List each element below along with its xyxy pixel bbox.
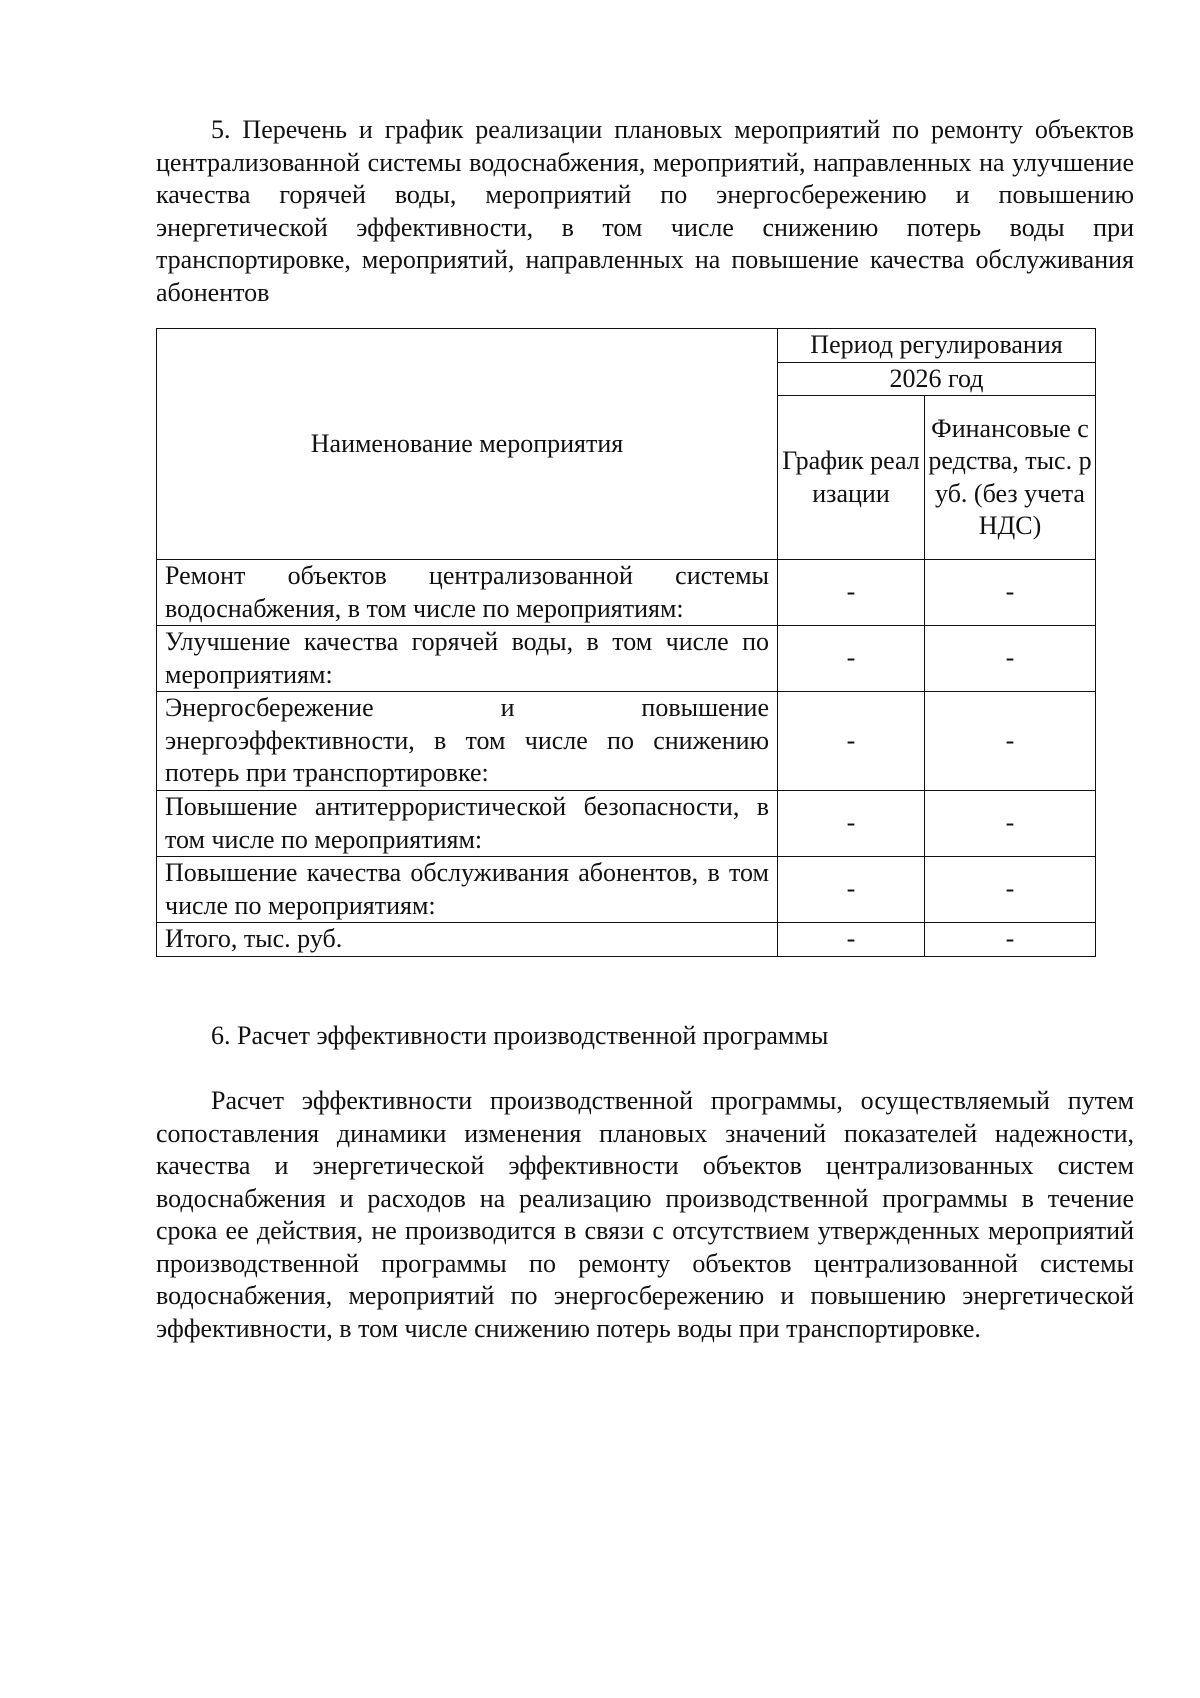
- table-row: [157, 560, 1096, 626]
- section-6-heading: 6. Расчет эффективности производственной программы: [211, 1020, 829, 1050]
- row-name-cell: Повышение качества обслуживания абонентов, в том числе по мероприятиям:: [157, 857, 778, 923]
- row-finance-cell: -: [925, 626, 1096, 692]
- row-name-cell: Повышение антитеррористической безопасности, в том числе по мероприятиям:: [157, 791, 778, 857]
- header-schedule-cell: График реализации: [778, 396, 925, 560]
- total-name-cell: Итого, тыс. руб.: [157, 923, 778, 957]
- row-schedule-cell: -: [778, 791, 925, 857]
- total-finance-cell: -: [925, 923, 1096, 957]
- row-schedule-cell: -: [778, 560, 925, 626]
- row-finance-cell: -: [925, 692, 1096, 791]
- row-finance-cell: -: [925, 560, 1096, 626]
- row-schedule-cell: -: [778, 857, 925, 923]
- row-finance-cell: -: [925, 857, 1096, 923]
- row-name-cell: Улучшение качества горячей воды, в том числе по мероприятиям:: [157, 626, 778, 692]
- row-schedule-cell: -: [778, 626, 925, 692]
- row-finance-cell: -: [925, 791, 1096, 857]
- section-5-heading: 5. Перечень и график реализации плановых мероприятий по ремонту объектов централизованной системы водоснабжения, мероприятий, направленных на улучшение качества горячей воды, мероприятий по энергосбережению и повышению энергетической эффективности, в том числе снижению потерь воды при транспортировке, мероприятий, направленных на повышение качества обслуживания абонентов: [156, 115, 1134, 307]
- section-6-body: Расчет эффективности производственной программы, осуществляемый путем сопоставления динамики изменения плановых значений показателей надежности, качества и энергетической эффективности объектов централизованных систем водоснабжения и расходов на реализацию производственной программы в течение срока ее действия, не производится в связи с отсутствием утвержденных мероприятий производственной программы по ремонту объектов централизованной системы водоснабжения, мероприятий по энергосбережению и повышению энергетической эффективности, в том числе снижению потерь воды при транспортировке.: [156, 1086, 1134, 1343]
- table-row: [157, 791, 1096, 857]
- row-name-cell: Энергосбережение и повышение энергоэффективности, в том числе по снижению потерь при транспортировке:: [157, 692, 778, 791]
- table-row: [157, 692, 1096, 791]
- row-name-cell: Ремонт объектов централизованной системы водоснабжения, в том числе по мероприятиям:: [157, 560, 778, 626]
- table-header-row-1: [157, 329, 1096, 363]
- total-schedule-cell: -: [778, 923, 925, 957]
- table-row: [157, 857, 1096, 923]
- row-schedule-cell: -: [778, 692, 925, 791]
- table-total-row: [157, 923, 1096, 957]
- header-period-cell: Период регулирования: [778, 329, 1096, 363]
- header-year-cell: 2026 год: [778, 362, 1096, 396]
- table-row: [157, 626, 1096, 692]
- measures-table: [156, 328, 1096, 957]
- header-name-cell: Наименование мероприятия: [157, 329, 778, 560]
- header-finance-cell: Финансовые средства, тыс. руб. (без учета НДС): [925, 396, 1096, 560]
- document-page: [156, 114, 1134, 1345]
